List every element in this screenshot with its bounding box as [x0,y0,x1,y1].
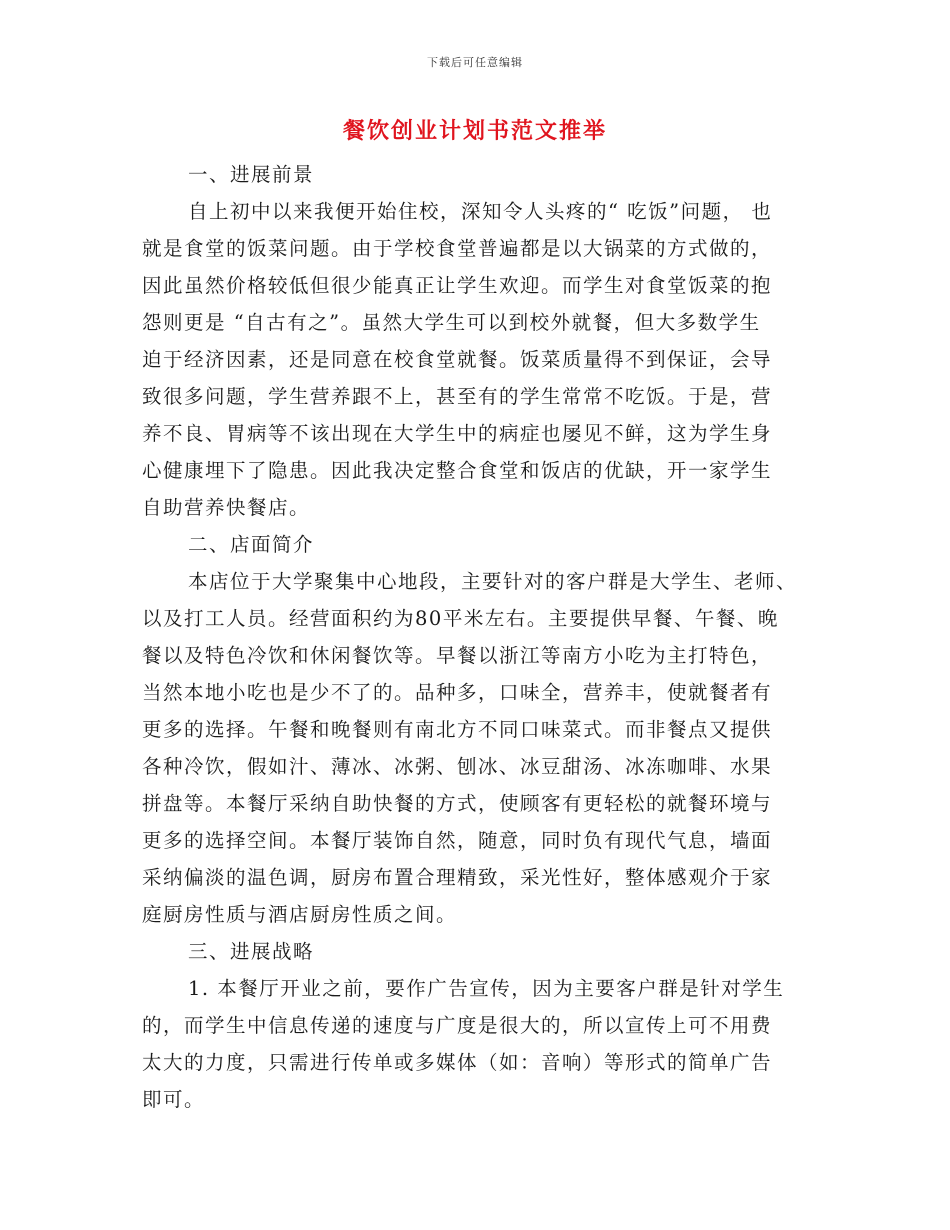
text-line: 本店位于大学聚集中心地段，主要针对的客户群是大学生、老师、 [188,570,798,593]
text-line: 迫于经济因素，还是同意在校食堂就餐。饭菜质量得不到保证，会导 [142,348,773,371]
text-line: 餐以及特色冷饮和休闲餐饮等。早餐以浙江等南方小吃为主打特色， [142,644,773,667]
text-line: 心健康埋下了隐患。因此我决定整合食堂和饭店的优缺，开一家学生 [142,459,773,482]
text-line: 拼盘等。本餐厅采纳自助快餐的方式，使顾客有更轻松的就餐环境与 [142,792,773,815]
text-line: 即可。 [142,1088,206,1111]
text-line: 当然本地小吃也是少不了的。品种多，口味全，营养丰，使就餐者有 [142,681,773,704]
text-line: 养不良、胃病等不该出现在大学生中的病症也屡见不鲜，这为学生身 [142,422,773,445]
text-line: 的，而学生中信息传递的速度与广度是很大的，所以宣传上可不用费 [142,1014,773,1037]
header-note: 下载后可任意编辑 [427,56,523,69]
text-line: 致很多问题，学生营养跟不上，甚至有的学生常常不吃饭。于是，营 [142,385,773,408]
text-line: 自助营养快餐店。 [142,496,311,519]
text-line: 更多的选择空间。本餐厅装饰自然，随意，同时负有现代气息，墙面 [142,829,773,852]
text-line: 庭厨房性质与酒店厨房性质之间。 [142,903,458,926]
text-line: 二、店面简介 [188,533,315,556]
document-body [142,156,806,1118]
text-line: 一、进展前景 [188,163,315,186]
text-line: 太大的力度，只需进行传单或多媒体（如：音响）等形式的简单广告 [142,1051,773,1074]
text-line: 以及打工人员。经营面积约为80平米左右。主要提供早餐、午餐、晚 [142,607,779,630]
text-line: 各种冷饮，假如汁、薄冰、冰粥、刨冰、冰豆甜汤、冰冻咖啡、水果 [142,755,773,778]
text-line: 自上初中以来我便开始住校，深知令人头疼的“ 吃饭”问题， 也 [188,200,773,223]
text-line: 采纳偏淡的温色调，厨房布置合理精致，采光性好，整体感观介于家 [142,866,773,889]
text-line: 1. 本餐厅开业之前，要作广告宣传，因为主要客户群是针对学生 [188,977,785,1000]
text-line: 更多的选择。午餐和晚餐则有南北方不同口味菜式。而非餐点又提供 [142,718,773,741]
document-title: 餐饮创业计划书范文推举 [342,119,607,144]
text-line: 因此虽然价格较低但很少能真正让学生欢迎。而学生对食堂饭菜的抱 [142,274,773,297]
text-line: 就是食堂的饭菜问题。由于学校食堂普遍都是以大锅菜的方式做的， [142,237,773,260]
text-line: 怨则更是 “自古有之”。虽然大学生可以到校外就餐，但大多数学生 [142,311,761,334]
text-line: 三、进展战略 [188,940,315,963]
